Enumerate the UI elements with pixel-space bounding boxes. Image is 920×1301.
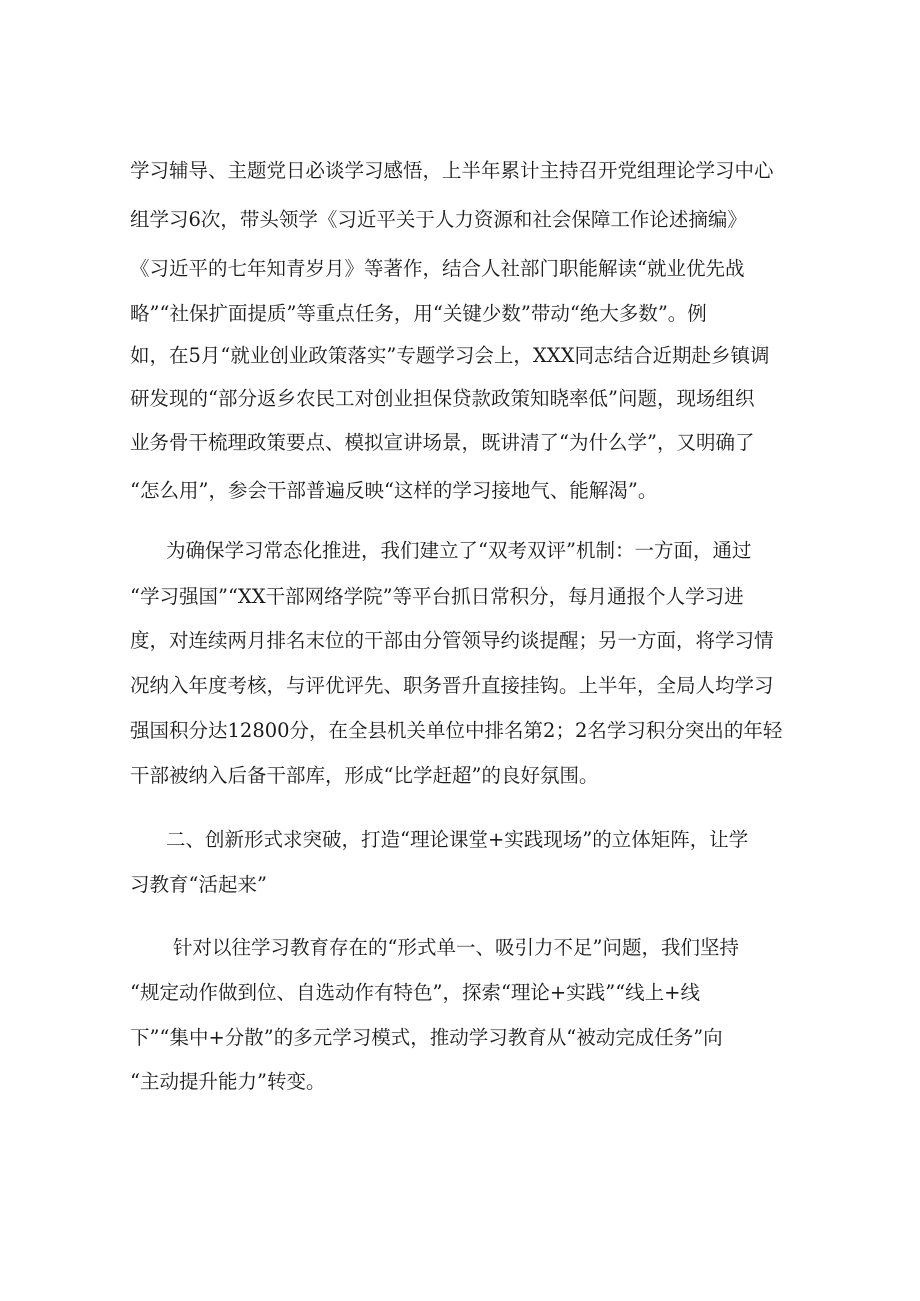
paragraph-3-line-4: “主动提升能力”转变。 bbox=[130, 1070, 326, 1093]
section-heading-line-1: 二、创新形式求突破，打造“理论课堂+实践现场”的立体矩阵，让学 bbox=[166, 828, 749, 851]
paragraph-2-line-5: 强国积分达12800分，在全县机关单位中排名第2；2名学习积分突出的年轻 bbox=[130, 719, 783, 742]
paragraph-1-line-7: 业务骨干梳理政策要点、模拟宣讲场景，既讲清了“为什么学”，又明确了 bbox=[130, 431, 755, 454]
paragraph-3-line-3: 下”“集中+分散”的多元学习模式，推动学习教育从“被动完成任务”向 bbox=[130, 1026, 723, 1049]
paragraph-3-line-2: “规定动作做到位、自选动作有特色”，探索“理论+实践”“线上+线 bbox=[130, 981, 701, 1004]
paragraph-1-line-4: 略”“社保扩面提质”等重点任务，用“关键少数”带动“绝大多数”。例 bbox=[130, 302, 707, 325]
paragraph-1-line-3: 《习近平的七年知青岁月》等著作，结合人社部门职能解读“就业优先战 bbox=[130, 257, 745, 280]
paragraph-2-line-1: 为确保学习常态化推进，我们建立了“双考双评”机制：一方面，通过 bbox=[166, 539, 752, 562]
paragraph-2-line-6: 干部被纳入后备干部库，形成“比学赶超”的良好氛围。 bbox=[130, 764, 599, 787]
paragraph-1-line-5: 如，在5月“就业创业政策落实”专题学习会上，XXX同志结合近期赴乡镇调 bbox=[130, 344, 770, 367]
paragraph-1-line-6: 研发现的“部分返乡农民工对创业担保贷款政策知晓率低”问题，现场组织 bbox=[130, 387, 755, 410]
paragraph-1-line-8: “怎么用”，参会干部普遍反映“这样的学习接地气、能解渴”。 bbox=[130, 479, 658, 502]
paragraph-2-line-3: 度，对连续两月排名末位的干部由分管领导约谈提醒；另一方面，将学习情 bbox=[130, 629, 774, 652]
paragraph-2-line-2: “学习强国”“XX干部网络学院”等平台抓日常积分，每月通报个人学习进 bbox=[130, 585, 744, 608]
paragraph-1-line-1: 学习辅导、主题党日必谈学习感悟，上半年累计主持召开党组理论学习中心 bbox=[130, 159, 774, 182]
paragraph-1-line-2: 组学习6次，带头领学《习近平关于人力资源和社会保障工作论述摘编》 bbox=[130, 208, 747, 231]
paragraph-3-line-1: 针对以往学习教育存在的“形式单一、吸引力不足”问题，我们坚持 bbox=[173, 936, 739, 959]
paragraph-2-line-4: 况纳入年度考核，与评优评先、职务晋升直接挂钩。上半年，全局人均学习 bbox=[130, 674, 774, 697]
section-heading-line-2: 习教育“活起来” bbox=[130, 873, 267, 896]
